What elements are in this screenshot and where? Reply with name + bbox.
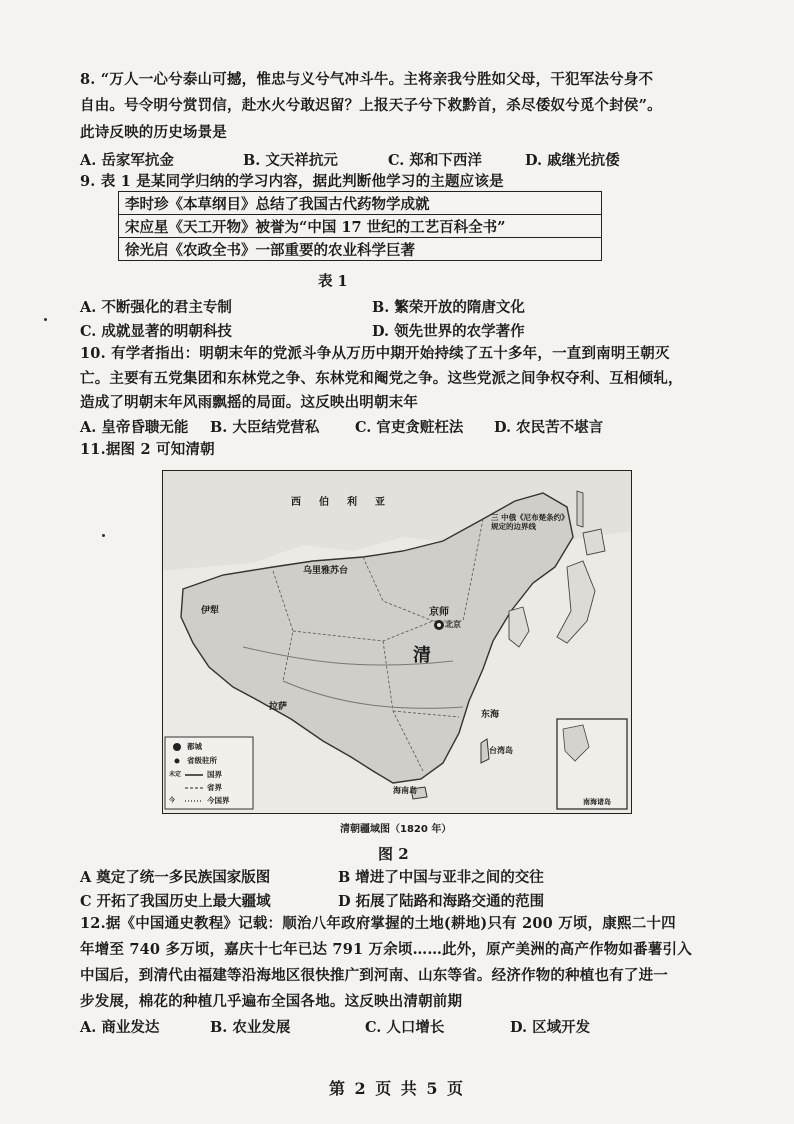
- q8-option-d[interactable]: D. 戚继光抗倭: [525, 152, 620, 169]
- q12-option-d[interactable]: D. 区域开发: [510, 1019, 591, 1036]
- q12-option-b[interactable]: B. 农业发展: [210, 1019, 291, 1036]
- map-label-south-sea-inset: 南海诸岛: [583, 798, 611, 806]
- q9-table-caption: 表 1: [318, 273, 348, 290]
- q11-figure-caption: 图 2: [378, 845, 409, 863]
- q10-line-3: 造成了明朝末年风雨飘摇的局面。这反映出明朝末年: [80, 394, 419, 411]
- q9-table: [118, 191, 602, 261]
- q9-stem: 9. 表 1 是某同学归纳的学习内容，据此判断他学习的主题应该是: [80, 173, 504, 190]
- q8-line-1: 8. “万人一心兮泰山可撼，惟忠与义兮气冲斗牛。主将亲我兮胜如父母，干犯军法兮身不: [80, 71, 654, 88]
- q9-option-c[interactable]: C. 成就显著的明朝科技: [80, 323, 232, 340]
- map-label-lhasa: 拉萨: [269, 702, 288, 712]
- q11-options-row-1: [80, 866, 720, 886]
- qing-territory-map: [162, 470, 632, 814]
- legend-capital: 都城: [187, 742, 202, 751]
- legend-provincial-seat: 省级驻所: [187, 756, 217, 765]
- q9-table-row: 李时珍《本草纲目》总结了我国古代药物学成就: [119, 192, 602, 215]
- map-note-nerchinsk: 三 中俄《尼布楚条约》规定的边界线: [491, 513, 569, 531]
- q12-line-3: 中国后，到清代由福建等沿海地区很快推广到河南、山东等省。经济作物的种植也有了进一: [80, 967, 668, 984]
- map-label-donghai: 东海: [481, 710, 500, 720]
- q9-option-a[interactable]: A. 不断强化的君主专制: [80, 299, 232, 316]
- q12-line-2: 年增至 740 多万顷，嘉庆十七年已达 791 万余顷……此外，原产美洲的高产作物如番薯引入: [80, 941, 692, 958]
- q11-options-row-2: [80, 890, 720, 910]
- map-label-uliastai: 乌里雅苏台: [303, 566, 349, 576]
- q8-line-3: 此诗反映的历史场景是: [80, 124, 227, 141]
- q9-options-row-1: [80, 296, 720, 316]
- q11-option-b[interactable]: B 增进了中国与亚非之间的交往: [338, 869, 544, 886]
- map-label-hainan: 海南岛: [393, 786, 417, 795]
- map-label-ili: 伊犁: [201, 606, 220, 616]
- q11-option-a[interactable]: A 奠定了统一多民族国家版图: [80, 869, 271, 886]
- q10-options: [80, 416, 720, 436]
- q8-option-c[interactable]: C. 郑和下西洋: [388, 152, 482, 169]
- q12-option-a[interactable]: A. 商业发达: [80, 1019, 160, 1036]
- q12-line-1: 12.据《中国通史教程》记载：顺治八年政府掌握的土地(耕地)只有 200 万顷，康熙二十四: [80, 915, 676, 932]
- q8-options: [80, 149, 720, 169]
- q9-table-row: 徐光启《农政全书》一部重要的农业科学巨著: [119, 238, 602, 261]
- q11-option-d[interactable]: D 拓展了陆路和海路交通的范围: [338, 893, 545, 910]
- q9-option-b[interactable]: B. 繁荣开放的隋唐文化: [372, 299, 525, 316]
- q12-option-c[interactable]: C. 人口增长: [365, 1019, 445, 1036]
- map-label-qing: 清: [413, 645, 431, 666]
- legend-national-border: 国界: [207, 770, 222, 779]
- map-label-jingshi: 京师: [429, 607, 449, 618]
- q9-options-row-2: [80, 320, 720, 340]
- scan-speck: [44, 318, 47, 321]
- legend-province-border: 省界: [207, 783, 222, 792]
- legend-modern-border: 今国界: [207, 796, 230, 805]
- page-footer: 第 2 页 共 5 页: [328, 1079, 466, 1098]
- map-label-taiwan: 台湾岛: [489, 746, 513, 755]
- q12-options: [80, 1016, 720, 1036]
- legend-tag-now: 今: [169, 797, 176, 804]
- q8-line-2: 自由。号令明兮赏罚信，赴水火兮敢迟留？上报天子兮下救黔首，杀尽倭奴兮觅个封侯”。: [80, 97, 662, 114]
- map-label-beijing: 北京: [445, 620, 461, 629]
- q11-stem: 11.据图 2 可知清朝: [80, 441, 215, 458]
- q10-line-1: 10. 有学者指出：明朝末年的党派斗争从万历中期开始持续了五十多年，一直到南明王朝灭: [80, 345, 670, 362]
- q10-option-b[interactable]: B. 大臣结党营私: [210, 419, 320, 436]
- q10-option-d[interactable]: D. 农民苦不堪言: [494, 419, 604, 436]
- q10-line-2: 亡。主要有五党集团和东林党之争、东林党和阉党之争。这些党派之间争权夺利、互相倾轧，: [80, 370, 683, 387]
- q10-option-a[interactable]: A. 皇帝昏聩无能: [80, 419, 189, 436]
- scan-speck: [102, 534, 105, 537]
- q9-table-row: 宋应星《天工开物》被誉为“中国 17 世纪的工艺百科全书”: [119, 215, 602, 238]
- q10-option-c[interactable]: C. 官吏贪赃枉法: [355, 419, 464, 436]
- map-title: 清朝疆域图（1820 年）: [340, 824, 452, 835]
- q9-option-d[interactable]: D. 领先世界的农学著作: [372, 323, 525, 340]
- q11-option-c[interactable]: C 开拓了我国历史上最大疆域: [80, 893, 271, 910]
- q8-option-b[interactable]: B. 文天祥抗元: [243, 152, 338, 169]
- map-label-siberia: 西 伯 利 亚: [291, 497, 389, 508]
- legend-tag-unset: 未定: [169, 771, 182, 778]
- q8-option-a[interactable]: A. 岳家军抗金: [80, 152, 174, 169]
- q12-line-4: 步发展，棉花的种植几乎遍布全国各地。这反映出清朝前期: [80, 993, 463, 1010]
